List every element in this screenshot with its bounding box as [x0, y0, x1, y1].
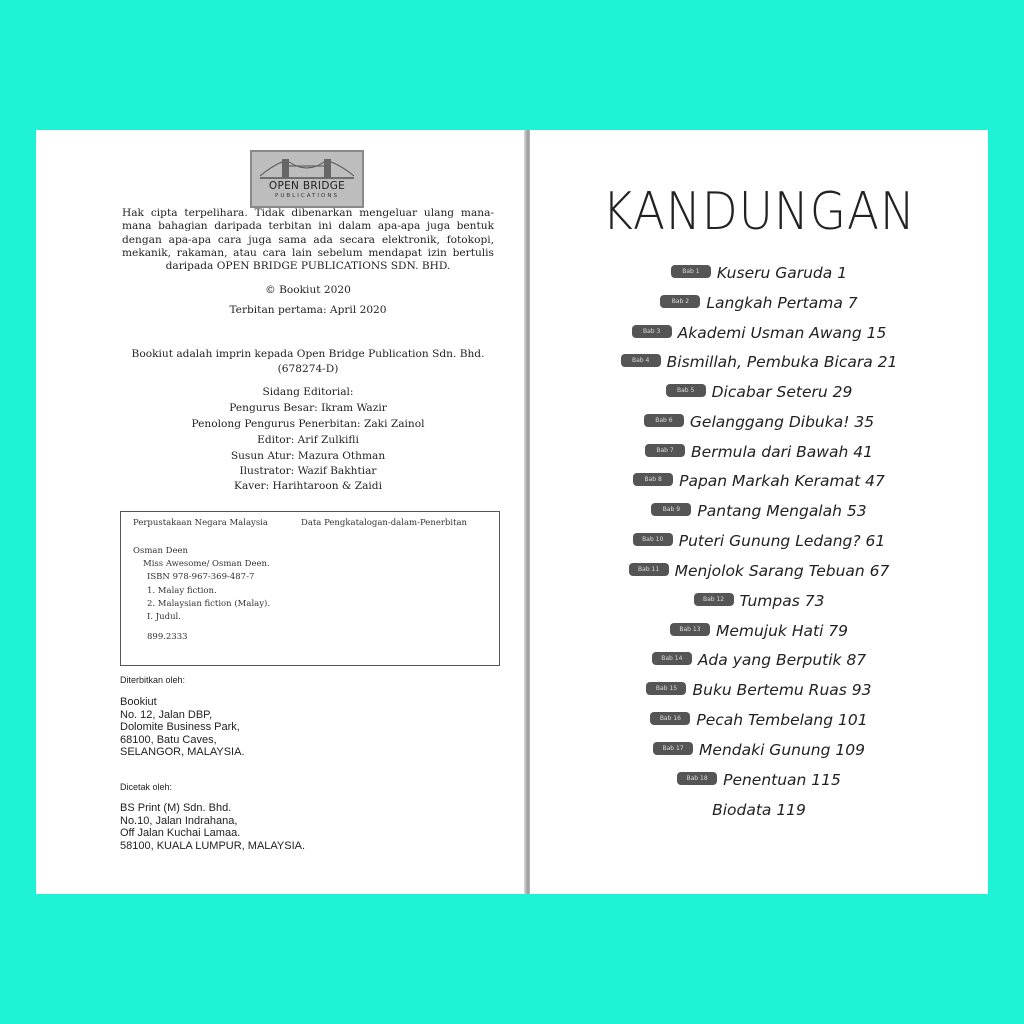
cip-line: Miss Awesome/ Osman Deen.	[143, 559, 270, 569]
printed-by-label: Dicetak oleh:	[120, 782, 173, 792]
copyright-notice: Hak cipta terpelihara. Tidak dibenarkan mengeluar ulang mana-mana bahagian daripada terbitan ini dalam apa-apa juga bentuk dengan apa-apa cara juga sama ada secara elektronik, fotokopi, mekanik, rakaman, atau cara lain sebelum mendapat izin bertulis daripada OPEN BRIDGE PUBLICATIONS SDN. BHD.	[122, 207, 494, 273]
toc-entry-text: Biodata 119	[712, 801, 806, 819]
toc-entry-text: Akademi Usman Awang 15	[677, 324, 887, 342]
chapter-badge: Bab 6	[644, 414, 684, 427]
chapter-badge: Bab 17	[653, 742, 693, 755]
address-line: 58100, KUALA LUMPUR, MALAYSIA.	[120, 839, 306, 852]
editorial-line: Susun Atur: Mazura Othman	[230, 450, 386, 462]
cip-line: 899.2333	[147, 632, 188, 642]
editorial-line: Ilustrator: Wazif Bakhtiar	[239, 465, 377, 477]
toc-entry-text: Menjolok Sarang Tebuan 67	[674, 562, 890, 580]
toc-entry	[530, 263, 988, 283]
published-by-label: Diterbitkan oleh:	[120, 675, 186, 685]
cip-header-left: Perpustakaan Negara Malaysia	[133, 518, 268, 528]
toc-entry-text: Bermula dari Bawah 41	[691, 443, 873, 461]
toc-entry-text: Memujuk Hati 79	[715, 622, 849, 640]
cataloguing-box	[120, 511, 500, 666]
chapter-badge: Bab 13	[670, 623, 710, 636]
toc-entry	[530, 382, 988, 402]
toc-entry-text: Penentuan 115	[723, 771, 841, 789]
toc-entry	[530, 471, 988, 491]
toc-entry-text: Pantang Mengalah 53	[697, 502, 867, 520]
toc-entry	[530, 740, 988, 760]
chapter-badge: Bab 1	[671, 265, 711, 278]
chapter-badge: Bab 4	[621, 354, 661, 367]
imprint-text: Bookiut adalah imprin kepada Open Bridge Publication Sdn. Bhd.	[131, 348, 485, 360]
contents-page	[530, 130, 988, 894]
chapter-badge: Bab 9	[651, 503, 691, 516]
printer-address	[120, 802, 305, 852]
toc-entry-text: Kuseru Garuda 1	[716, 264, 848, 282]
toc-entry-text: Dicabar Seteru 29	[711, 383, 853, 401]
address-line: 68100, Batu Caves,	[120, 733, 217, 746]
address-line: Dolomite Business Park,	[120, 721, 240, 733]
toc-entry	[530, 412, 988, 432]
publisher-address	[120, 696, 245, 759]
cip-line: 1. Malay fiction.	[147, 586, 217, 596]
address-line: Off Jalan Kuchai Lamaa.	[120, 827, 241, 839]
toc-entry	[530, 591, 988, 611]
cip-header-right: Data Pengkatalogan-dalam-Penerbitan	[301, 518, 468, 528]
copyright-line: © Bookiut 2020	[265, 284, 351, 296]
toc-entry-text: Bismillah, Pembuka Bicara 21	[666, 353, 898, 371]
toc-entry	[530, 650, 988, 670]
toc-entry-text: Buku Bertemu Ruas 93	[692, 681, 872, 699]
chapter-badge: Bab 5	[666, 384, 706, 397]
toc-entry-text: Ada yang Berputik 87	[697, 651, 867, 669]
chapter-badge: Bab 11	[629, 563, 669, 576]
address-line: Bookiut	[120, 696, 157, 708]
chapter-badge: Bab 18	[677, 772, 717, 785]
toc-entry	[530, 770, 988, 790]
toc-entry	[530, 710, 988, 730]
toc-entry-text: Mendaki Gunung 109	[699, 741, 865, 759]
logo-subtitle: PUBLICATIONS	[275, 193, 339, 199]
toc-entry	[530, 680, 988, 700]
chapter-badge: Bab 2	[660, 295, 700, 308]
toc-entry	[530, 442, 988, 462]
address-line: No. 12, Jalan DBP,	[120, 708, 213, 721]
chapter-badge: Bab 14	[652, 652, 692, 665]
chapter-badge: Bab 10	[633, 533, 673, 546]
chapter-badge: Bab 15	[646, 682, 686, 695]
editorial-line: Sidang Editorial:	[262, 386, 354, 398]
chapter-badge: Bab 16	[650, 712, 690, 725]
copyright-page	[36, 130, 526, 894]
toc-entry-text: Gelanggang Dibuka! 35	[689, 413, 875, 431]
editorial-line: Pengurus Besar: Ikram Wazir	[229, 402, 387, 414]
toc-entry-text: Langkah Pertama 7	[706, 294, 858, 312]
first-printing: Terbitan pertama: April 2020	[229, 304, 387, 316]
address-line: SELANGOR, MALAYSIA.	[120, 746, 245, 758]
address-line: No.10, Jalan Indrahana,	[120, 814, 238, 827]
toc-entry	[530, 501, 988, 521]
address-line: BS Print (M) Sdn. Bhd.	[120, 802, 232, 814]
toc-entry-text: Puteri Gunung Ledang? 61	[678, 532, 886, 550]
chapter-badge: Bab 7	[645, 444, 685, 457]
contents-title: KANDUNGAN	[602, 182, 916, 242]
toc-entry	[530, 531, 988, 551]
toc-entry	[530, 323, 988, 343]
toc-entry	[530, 561, 988, 581]
toc-entry-text: Papan Markah Keramat 47	[679, 472, 885, 490]
editorial-line: Editor: Arif Zulkifli	[257, 434, 359, 446]
toc-entry-text: Pecah Tembelang 101	[696, 711, 868, 729]
logo-title: OPEN BRIDGE	[268, 180, 346, 192]
cip-line: 2. Malaysian fiction (Malay).	[147, 599, 271, 609]
toc-entry	[530, 293, 988, 313]
company-number: (678274-D)	[277, 363, 339, 375]
chapter-badge: Bab 3	[632, 325, 672, 338]
chapter-badge: Bab 12	[694, 593, 734, 606]
cip-line: Osman Deen	[133, 546, 188, 556]
editorial-line: Penolong Pengurus Penerbitan: Zaki Zainol	[191, 418, 425, 430]
chapter-badge: Bab 8	[633, 473, 673, 486]
toc-entry	[530, 800, 988, 820]
cip-line: ISBN 978-967-369-487-7	[147, 572, 255, 582]
cip-line: I. Judul.	[147, 612, 181, 622]
publisher-logo	[250, 150, 364, 208]
toc-entry-text: Tumpas 73	[739, 592, 825, 610]
toc-entry	[530, 352, 988, 372]
toc-entry	[530, 621, 988, 641]
editorial-line: Kaver: Harihtaroon & Zaidi	[234, 480, 382, 492]
